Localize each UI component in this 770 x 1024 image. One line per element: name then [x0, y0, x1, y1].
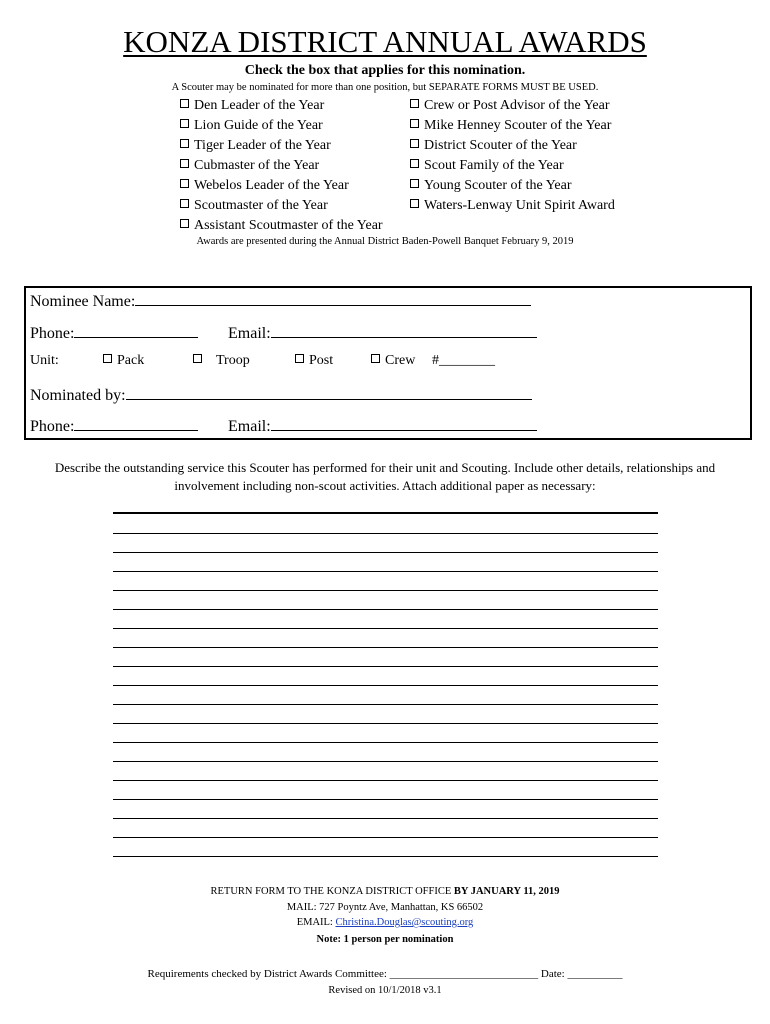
checkbox-icon[interactable] [410, 139, 419, 148]
form-title [0, 24, 770, 60]
email-contact [0, 917, 770, 928]
writing-line[interactable] [113, 742, 658, 743]
award-option[interactable] [180, 176, 383, 196]
nominator-email-row [228, 416, 537, 436]
phone-label: Phone: [30, 418, 75, 435]
mail-address: MAIL: 727 Poyntz Ave, Manhattan, KS 66502 [286, 902, 484, 913]
checkbox-icon[interactable] [180, 139, 189, 148]
nominator-email-field[interactable] [271, 416, 537, 431]
writing-line[interactable] [113, 666, 658, 667]
unit-option-crew[interactable] [371, 353, 415, 369]
crew-number-field[interactable]: #________ [432, 353, 495, 368]
nominee-name-field[interactable] [135, 291, 531, 306]
nominator-phone-field[interactable] [74, 416, 198, 431]
award-option[interactable] [180, 216, 383, 236]
checkbox-icon[interactable] [180, 159, 189, 168]
writing-line[interactable] [113, 571, 658, 572]
award-label: Tiger Leader of the Year [194, 138, 331, 153]
writing-line[interactable] [113, 837, 658, 838]
email-link[interactable]: Christina.Douglas@scouting.org [335, 917, 474, 928]
checkbox-icon[interactable] [295, 354, 304, 363]
revision-note: Revised on 10/1/2018 v3.1 [328, 985, 442, 996]
checkbox-icon[interactable] [180, 179, 189, 188]
writing-line[interactable] [113, 818, 658, 819]
writing-line[interactable] [113, 647, 658, 648]
award-label: Den Leader of the Year [194, 98, 325, 113]
nominator-phone-row [30, 416, 198, 436]
multiple-nomination-note: A Scouter may be nominated for more than one position, but SEPARATE FORMS MUST BE USED. [171, 82, 599, 93]
nominee-phone-row [30, 323, 198, 343]
unit-option-pack[interactable] [103, 353, 144, 369]
award-option[interactable] [180, 156, 383, 176]
award-label: Lion Guide of the Year [194, 118, 323, 133]
writing-line[interactable] [113, 590, 658, 591]
nominee-name-row [30, 291, 531, 311]
award-label: Crew or Post Advisor of the Year [424, 98, 610, 113]
award-option[interactable] [410, 116, 615, 136]
writing-line[interactable] [113, 512, 658, 514]
banquet-note: Awards are presented during the Annual District Baden-Powell Banquet February 9, 2019 [196, 236, 574, 247]
award-option[interactable] [410, 196, 615, 216]
awards-left-column [180, 96, 383, 236]
form-subtitle: Check the box that applies for this nomination. [244, 63, 526, 78]
award-label: District Scouter of the Year [424, 138, 577, 153]
checkbox-icon[interactable] [371, 354, 380, 363]
checkbox-icon[interactable] [410, 99, 419, 108]
writing-line[interactable] [113, 723, 658, 724]
writing-line[interactable] [113, 685, 658, 686]
email-prefix: EMAIL: [296, 917, 336, 928]
checkbox-icon[interactable] [180, 219, 189, 228]
award-option[interactable] [180, 196, 383, 216]
return-deadline: BY JANUARY 11, 2019 [453, 886, 560, 897]
form-title-text: KONZA DISTRICT ANNUAL AWARDS [123, 24, 647, 59]
unit-label: Unit: [30, 353, 59, 368]
unit-option-label: Post [309, 353, 334, 368]
writing-line[interactable] [113, 704, 658, 705]
awards-right-column [410, 96, 615, 216]
nominee-name-label: Nominee Name: [30, 293, 136, 310]
nomination-note: Note: 1 person per nomination [316, 934, 454, 945]
award-option[interactable] [410, 156, 615, 176]
writing-line[interactable] [113, 552, 658, 553]
email-label: Email: [228, 418, 271, 435]
award-option[interactable] [410, 136, 615, 156]
writing-line[interactable] [113, 856, 658, 857]
email-label: Email: [228, 325, 271, 342]
return-instructions [0, 886, 770, 897]
award-label: Cubmaster of the Year [194, 158, 320, 173]
nominee-phone-field[interactable] [74, 323, 198, 338]
nominee-email-field[interactable] [271, 323, 537, 338]
writing-line[interactable] [113, 533, 658, 534]
award-option[interactable] [410, 176, 615, 196]
award-label: Webelos Leader of the Year [194, 178, 349, 193]
checkbox-icon[interactable] [180, 199, 189, 208]
award-option[interactable] [410, 96, 615, 116]
award-label: Young Scouter of the Year [424, 178, 572, 193]
checkbox-icon[interactable] [410, 159, 419, 168]
unit-option-troop[interactable] [193, 353, 250, 369]
unit-option-post[interactable] [295, 353, 333, 369]
unit-option-label: Crew [385, 353, 416, 368]
checkbox-icon[interactable] [410, 179, 419, 188]
writing-line[interactable] [113, 609, 658, 610]
nominated-by-row [30, 385, 532, 405]
writing-line[interactable] [113, 761, 658, 762]
award-option[interactable] [180, 116, 383, 136]
nominated-by-field[interactable] [126, 385, 532, 400]
nominee-email-row [228, 323, 537, 343]
nominated-by-label: Nominated by: [30, 387, 126, 404]
award-label: Waters-Lenway Unit Spirit Award [424, 198, 615, 213]
checkbox-icon[interactable] [180, 119, 189, 128]
phone-label: Phone: [30, 325, 75, 342]
writing-line[interactable] [113, 780, 658, 781]
unit-option-label: Troop [216, 353, 250, 368]
checkbox-icon[interactable] [410, 119, 419, 128]
checkbox-icon[interactable] [410, 199, 419, 208]
writing-line[interactable] [113, 799, 658, 800]
unit-option-label: Pack [117, 353, 145, 368]
description-prompt: Describe the outstanding service this Scouter has performed for their unit and Scouting. Include other details, relationships and involvement including non-scout activities. Attach additional paper as necessary: [54, 460, 716, 493]
award-option[interactable] [180, 96, 383, 116]
checkbox-icon[interactable] [193, 354, 202, 363]
requirements-line: Requirements checked by District Awards Committee: ___________________________ Date: __________ [147, 968, 623, 980]
checkbox-icon[interactable] [103, 354, 112, 363]
writing-line[interactable] [113, 628, 658, 629]
award-label: Assistant Scoutmaster of the Year [194, 218, 383, 233]
award-option[interactable] [180, 136, 383, 156]
return-prefix: RETURN FORM TO THE KONZA DISTRICT OFFICE [210, 886, 454, 897]
award-label: Scout Family of the Year [424, 158, 564, 173]
checkbox-icon[interactable] [180, 99, 189, 108]
award-label: Mike Henney Scouter of the Year [424, 118, 612, 133]
award-label: Scoutmaster of the Year [194, 198, 328, 213]
